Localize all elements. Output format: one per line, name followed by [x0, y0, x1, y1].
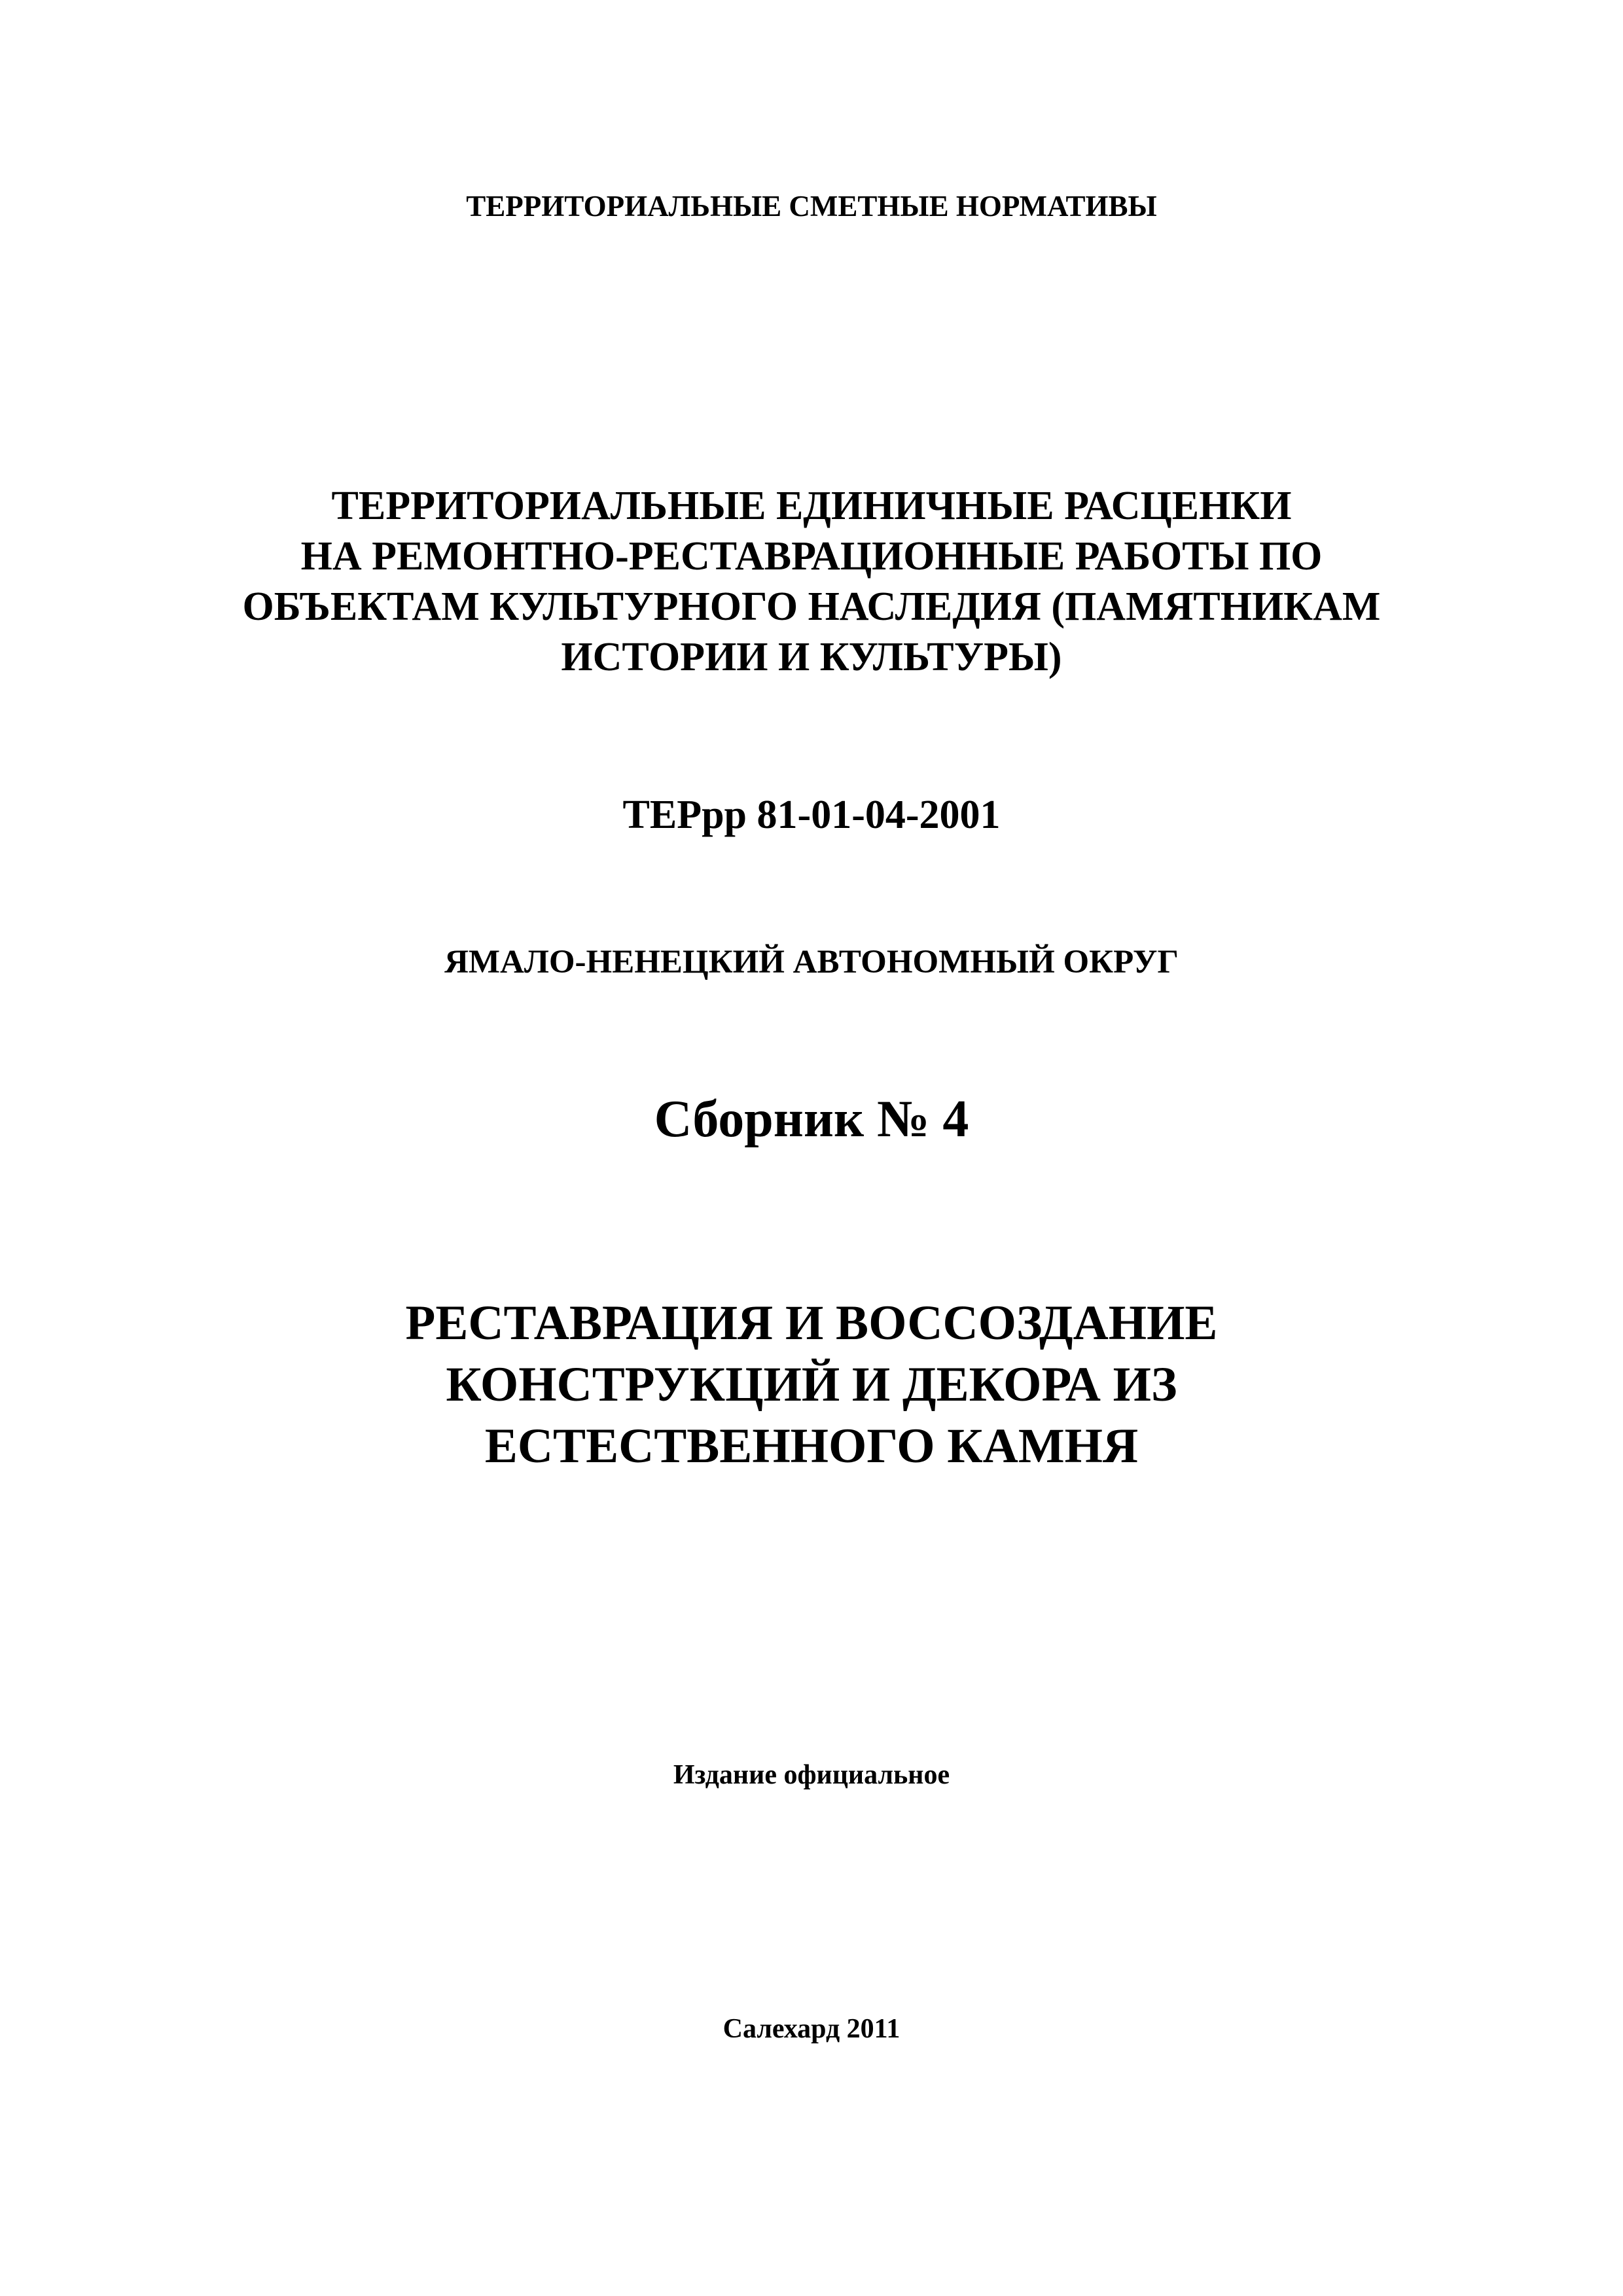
section-title — [0, 1293, 1623, 1477]
title-line: ОБЪЕКТАМ КУЛЬТУРНОГО НАСЛЕДИЯ (ПАМЯТНИКАМ — [242, 584, 1381, 629]
title-line: НА РЕМОНТНО-РЕСТАВРАЦИОННЫЕ РАБОТЫ ПО — [300, 534, 1323, 579]
document-title — [0, 481, 1623, 683]
document-header: ТЕРРИТОРИАЛЬНЫЕ СМЕТНЫЕ НОРМАТИВЫ — [466, 190, 1157, 223]
document-code: ТЕРрр 81-01-04-2001 — [622, 793, 1001, 837]
collection-number: Сборник № 4 — [654, 1090, 969, 1148]
place-year: Салехард 2011 — [722, 2014, 901, 2044]
edition-note: Издание официальное — [673, 1760, 950, 1790]
section-line: ЕСТЕСТВЕННОГО КАМНЯ — [484, 1419, 1139, 1473]
document-region: ЯМАЛО-НЕНЕЦКИЙ АВТОНОМНЫЙ ОКРУГ — [444, 944, 1179, 980]
section-line: РЕСТАВРАЦИЯ И ВОССОЗДАНИЕ — [405, 1296, 1218, 1350]
title-line: ТЕРРИТОРИАЛЬНЫЕ ЕДИНИЧНЫЕ РАСЦЕНКИ — [331, 484, 1292, 528]
title-line: ИСТОРИИ И КУЛЬТУРЫ) — [561, 635, 1062, 679]
section-line: КОНСТРУКЦИЙ И ДЕКОРА ИЗ — [446, 1357, 1177, 1412]
